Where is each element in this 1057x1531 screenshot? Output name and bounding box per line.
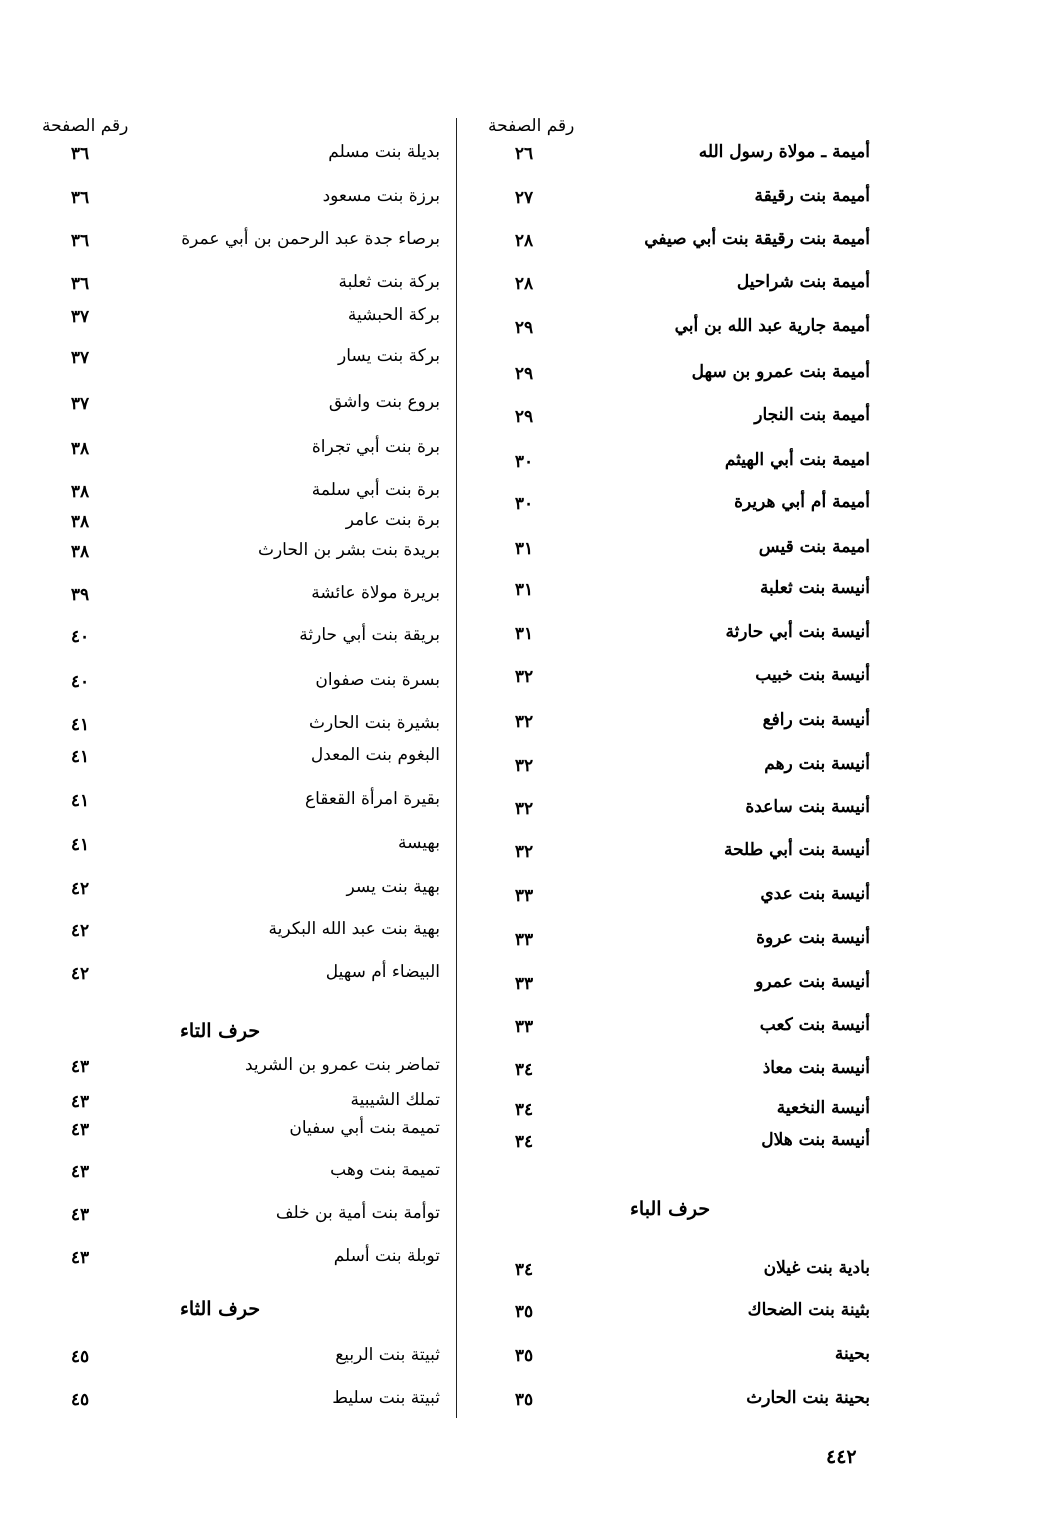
entry-page-number: ٣٧: [70, 394, 90, 414]
index-entry: [470, 272, 870, 302]
entry-name: بريرة مولاة عائشة: [311, 583, 440, 603]
entry-name: أميمة بنت رقيقة بنت أبي صيفي: [644, 229, 870, 249]
section-title-tha: حرف الثاء: [180, 1298, 261, 1320]
entry-page-number: ٣١: [514, 580, 534, 600]
entry-page-number: ٣٥: [514, 1346, 534, 1366]
index-entry: [470, 884, 870, 914]
entry-page-number: ٤١: [70, 835, 90, 855]
index-entry: [470, 142, 870, 172]
entry-name: بهية بنت يسر: [346, 877, 440, 897]
entry-name: تماضر بنت عمرو بن الشريد: [244, 1055, 440, 1075]
index-entry: [470, 578, 870, 608]
index-entry: [30, 745, 440, 775]
entry-name: بريدة بنت بشر بن الحارث: [257, 540, 440, 560]
index-entry: [470, 1388, 870, 1418]
entry-name: أميمة أم أبي هريرة: [734, 492, 870, 512]
index-entry: [470, 1015, 870, 1045]
index-entry: [30, 346, 440, 376]
index-entry: [470, 1058, 870, 1088]
right-column: [470, 0, 870, 1531]
index-entry: [30, 1388, 440, 1418]
entry-name: برة بنت أبي سلمة: [311, 480, 440, 500]
index-entry: [30, 272, 440, 302]
index-entry: [30, 510, 440, 540]
entry-page-number: ٤١: [70, 747, 90, 767]
entry-page-number: ٣٨: [70, 482, 90, 502]
entry-page-number: ٤٣: [70, 1248, 90, 1268]
entry-name: بحينة: [834, 1344, 870, 1364]
entry-name: أنيسة بنت ساعدة: [745, 797, 870, 817]
entry-name: بشيرة بنت الحارث: [309, 713, 440, 733]
entry-page-number: ٤٥: [70, 1347, 90, 1367]
index-entry: [30, 833, 440, 863]
index-entry: [470, 362, 870, 392]
index-entry: [470, 1344, 870, 1374]
entry-name: ثبيتة بنت الربيع: [335, 1345, 440, 1365]
entry-name: تميمة بنت وهب: [330, 1160, 440, 1180]
index-entry: [470, 186, 870, 216]
entry-page-number: ٣٨: [70, 512, 90, 532]
section-title-ta: حرف التاء: [180, 1020, 261, 1042]
index-entry: [470, 1258, 870, 1288]
entry-name: أميمة ـ مولاة رسول الله: [698, 142, 870, 162]
entry-page-number: ٤١: [70, 791, 90, 811]
entry-name: أنيسة بنت عمرو: [755, 972, 870, 992]
index-entry: [30, 437, 440, 467]
entry-name: برزة بنت مسعود: [322, 186, 440, 206]
entry-name: تملك الشيبية: [350, 1090, 440, 1110]
entry-name: أميمة بنت النجار: [754, 405, 870, 425]
entry-page-number: ٣٦: [70, 144, 90, 164]
entry-name: أنيسة بنت أبي طلحة: [723, 840, 870, 860]
entry-name: أنيسة بنت خبيب: [755, 665, 870, 685]
entry-page-number: ٣١: [514, 624, 534, 644]
section-title-ba: حرف الباء: [630, 1198, 711, 1220]
index-entry: [30, 713, 440, 743]
index-entry: [470, 665, 870, 695]
index-entry: [470, 840, 870, 870]
entry-page-number: ٣٦: [70, 274, 90, 294]
entry-name: توبلة بنت أسلم: [333, 1246, 440, 1266]
entry-page-number: ٣٤: [514, 1132, 534, 1152]
entry-page-number: ٣٤: [514, 1260, 534, 1280]
index-entry: [30, 229, 440, 259]
index-entry: [470, 928, 870, 958]
index-entry: [470, 797, 870, 827]
index-entry: [30, 789, 440, 819]
entry-name: أميمة بنت شراحيل: [736, 272, 870, 292]
entry-page-number: ٣٧: [70, 307, 90, 327]
entry-name: البيضاء أم سهيل: [325, 962, 440, 982]
entry-page-number: ٣٢: [514, 799, 534, 819]
entry-page-number: ٣٥: [514, 1390, 534, 1410]
entry-name: برصاء جدة عبد الرحمن بن أبي عمرة: [181, 229, 440, 249]
entry-name: أنيسة بنت كعب: [759, 1015, 870, 1035]
entry-page-number: ٤٢: [70, 921, 90, 941]
index-entry: [470, 1098, 870, 1128]
index-entry: [470, 405, 870, 435]
entry-name: أميمة بنت عمرو بن سهل: [691, 362, 870, 382]
entry-name: البغوم بنت المعدل: [310, 745, 440, 765]
entry-page-number: ٣٤: [514, 1100, 534, 1120]
entry-name: توأمة بنت أمية بن خلف: [275, 1203, 440, 1223]
index-entry: [470, 1130, 870, 1160]
entry-name: ثبيتة بنت سليط: [332, 1388, 440, 1408]
entry-name: أنيسة بنت رهم: [764, 754, 870, 774]
entry-name: بادية بنت غيلان: [763, 1258, 870, 1278]
entry-page-number: ٢٧: [514, 188, 534, 208]
index-entry: [30, 583, 440, 613]
entry-page-number: ٣٣: [514, 1017, 534, 1037]
entry-page-number: ٣٠: [514, 494, 534, 514]
index-entry: [470, 450, 870, 480]
entry-name: أنيسة بنت معاذ: [762, 1058, 870, 1078]
entry-name: بديلة بنت مسلم: [328, 142, 440, 162]
index-entry: [30, 392, 440, 422]
entry-name: بهية بنت عبد الله البكرية: [268, 919, 440, 939]
entry-page-number: ٢٨: [514, 274, 534, 294]
entry-name: أنيسة النخعية: [776, 1098, 870, 1118]
entry-page-number: ٣٣: [514, 930, 534, 950]
entry-name: بثينة بنت الضحاك: [747, 1300, 870, 1320]
entry-page-number: ٤٣: [70, 1092, 90, 1112]
entry-page-number: ٢٦: [514, 144, 534, 164]
column-header: رقم الصفحة: [42, 116, 129, 136]
index-entry: [470, 710, 870, 740]
entry-name: أميمة بنت رقيقة: [754, 186, 870, 206]
entry-page-number: ٢٩: [514, 318, 534, 338]
entry-page-number: ٣٣: [514, 974, 534, 994]
index-entry: [30, 1345, 440, 1375]
entry-page-number: ٣٨: [70, 542, 90, 562]
entry-page-number: ٤٣: [70, 1162, 90, 1182]
column-header: رقم الصفحة: [488, 116, 575, 136]
entry-name: أميمة جارية عبد الله بن أبي: [674, 316, 870, 336]
index-entry: [470, 972, 870, 1002]
entry-page-number: ٤٠: [70, 627, 90, 647]
entry-name: بروع بنت واشق: [328, 392, 440, 412]
entry-page-number: ٤٣: [70, 1120, 90, 1140]
entry-name: أنيسة بنت عروة: [756, 928, 870, 948]
entry-page-number: ٣٥: [514, 1302, 534, 1322]
entry-name: برة بنت أبي تجراة: [311, 437, 440, 457]
entry-name: برة بنت عامر: [345, 510, 440, 530]
entry-name: أنيسة بنت هلال: [761, 1130, 870, 1150]
left-column: [30, 0, 440, 1531]
entry-page-number: ٣٩: [70, 585, 90, 605]
entry-name: بركة بنت ثعلبة: [338, 272, 440, 292]
index-entry: [470, 622, 870, 652]
entry-page-number: ٣٣: [514, 886, 534, 906]
entry-page-number: ٣٢: [514, 667, 534, 687]
entry-page-number: ٣٧: [70, 348, 90, 368]
entry-name: تميمة بنت أبي سفيان: [289, 1118, 440, 1138]
entry-page-number: ٣٤: [514, 1060, 534, 1080]
entry-page-number: ٣١: [514, 539, 534, 559]
index-entry: [30, 1055, 440, 1085]
index-entry: [30, 1246, 440, 1276]
index-entry: [30, 877, 440, 907]
index-entry: [30, 480, 440, 510]
index-entry: [30, 625, 440, 655]
entry-name: بسرة بنت صفوان: [315, 670, 440, 690]
index-entry: [30, 1118, 440, 1148]
index-entry: [30, 1160, 440, 1190]
entry-name: بقيرة امرأة القعقاع: [304, 789, 440, 809]
entry-page-number: ٣٠: [514, 452, 534, 472]
index-entry: [30, 142, 440, 172]
entry-page-number: ٣٢: [514, 756, 534, 776]
entry-page-number: ٤٣: [70, 1205, 90, 1225]
entry-page-number: ٣٦: [70, 231, 90, 251]
entry-name: اميمة بنت قيس: [758, 537, 870, 557]
page-number: ٤٤٢: [826, 1446, 857, 1468]
index-entry: [470, 492, 870, 522]
index-entry: [30, 670, 440, 700]
index-entry: [30, 186, 440, 216]
index-entry: [470, 754, 870, 784]
index-entry: [470, 537, 870, 567]
entry-name: أنيسة بنت رافع: [762, 710, 870, 730]
entry-page-number: ٢٩: [514, 364, 534, 384]
entry-page-number: ٢٩: [514, 407, 534, 427]
index-entry: [30, 305, 440, 335]
column-divider: [456, 118, 457, 1418]
index-entry: [30, 962, 440, 992]
entry-page-number: ٣٦: [70, 188, 90, 208]
entry-name: اميمة بنت أبي الهيثم: [724, 450, 870, 470]
entry-page-number: ٤٣: [70, 1057, 90, 1077]
index-entry: [470, 229, 870, 259]
entry-page-number: ٣٢: [514, 712, 534, 732]
index-entry: [30, 1090, 440, 1120]
index-entry: [470, 316, 870, 346]
entry-page-number: ٣٢: [514, 842, 534, 862]
entry-page-number: ٤٢: [70, 879, 90, 899]
entry-name: بحينة بنت الحارث: [746, 1388, 870, 1408]
entry-name: بركة الحبشية: [347, 305, 440, 325]
entry-page-number: ٤٠: [70, 672, 90, 692]
entry-name: أنيسة بنت ثعلبة: [759, 578, 870, 598]
entry-name: بهيسة: [398, 833, 440, 853]
index-entry: [30, 919, 440, 949]
entry-page-number: ٣٨: [70, 439, 90, 459]
entry-page-number: ٤٢: [70, 964, 90, 984]
entry-name: أنيسة بنت أبي حارثة: [725, 622, 870, 642]
entry-page-number: ٤١: [70, 715, 90, 735]
entry-name: بريقة بنت أبي حارثة: [299, 625, 440, 645]
entry-page-number: ٢٨: [514, 231, 534, 251]
index-entry: [30, 540, 440, 570]
entry-page-number: ٤٥: [70, 1390, 90, 1410]
index-entry: [30, 1203, 440, 1233]
entry-name: أنيسة بنت عدي: [760, 884, 870, 904]
index-entry: [470, 1300, 870, 1330]
entry-name: بركة بنت يسار: [338, 346, 440, 366]
